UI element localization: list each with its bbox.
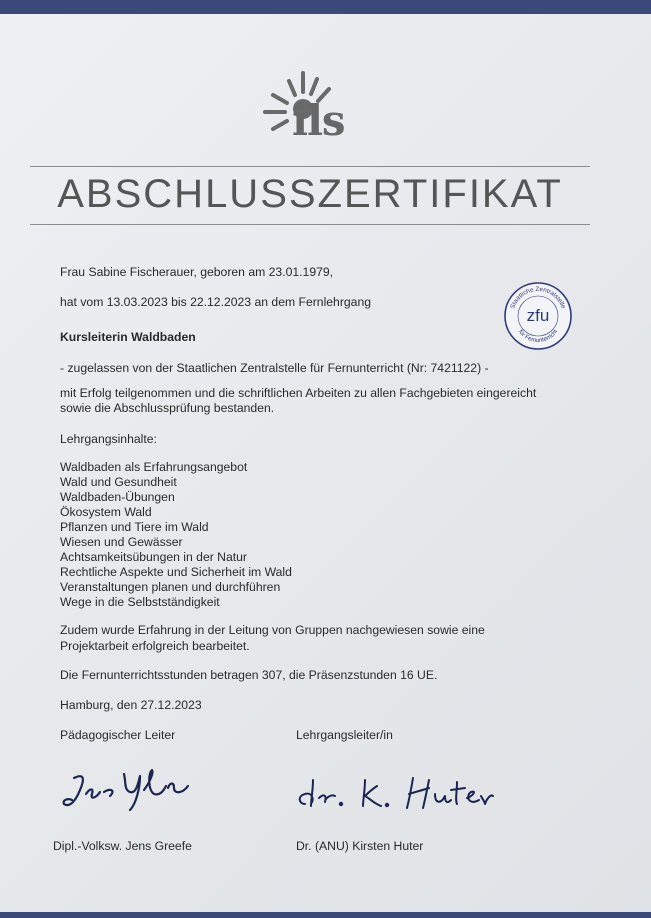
right-signer-name: Dr. (ANU) Kirsten Huter xyxy=(296,839,424,853)
seal-bottom-text: für Fernunterricht xyxy=(516,328,560,345)
certificate-title: ABSCHLUSSZERTIFIKAT xyxy=(57,172,563,216)
list-item: Wiesen und Gewässer xyxy=(60,535,183,549)
contents-list xyxy=(60,460,292,610)
list-item: Waldbaden-Übungen xyxy=(60,490,175,504)
approval-line: - zugelassen von der Staatlichen Zentralstelle für Fernunterricht (Nr: 7421122) - xyxy=(60,361,489,375)
success-line-2: sowie die Abschlussprüfung bestanden. xyxy=(60,401,275,415)
zfu-seal-icon xyxy=(503,281,573,351)
list-item: Veranstaltungen planen und durchführen xyxy=(60,580,281,594)
title-rule-top xyxy=(30,166,590,167)
left-signature-icon xyxy=(60,764,195,816)
seal-mark: zfu xyxy=(526,306,550,325)
course-name: Kursleiterin Waldbaden xyxy=(60,330,196,344)
list-item: Achtsamkeitsübungen in der Natur xyxy=(60,550,247,564)
left-signer-role: Pädagogischer Leiter xyxy=(60,728,176,742)
success-line-1: mit Erfolg teilgenommen und die schriftlichen Arbeiten zu allen Fachgebieten eingereicht xyxy=(60,386,537,400)
extra-line-2: Projektarbeit erfolgreich bearbeitet. xyxy=(60,639,250,653)
period-line: hat vom 13.03.2023 bis 22.12.2023 an dem Fernlehrgang xyxy=(60,295,372,309)
right-signature-icon xyxy=(295,774,495,816)
title-rule-bottom xyxy=(30,224,590,225)
seal-arc-text: Staatliche Zentralstelle xyxy=(509,285,567,310)
left-signer-name: Dipl.-Volksw. Jens Greefe xyxy=(53,839,192,853)
hours-line: Die Fernunterrichtsstunden betragen 307, die Präsenzstunden 16 UE. xyxy=(60,668,438,682)
list-item: Wege in die Selbstständigkeit xyxy=(60,595,220,609)
person-line: Frau Sabine Fischerauer, geboren am 23.01.1979, xyxy=(60,265,334,279)
place-date: Hamburg, den 27.12.2023 xyxy=(60,698,202,712)
list-item: Wald und Gesundheit xyxy=(60,475,177,489)
extra-line-1: Zudem wurde Erfahrung in der Leitung von Gruppen nachgewiesen sowie eine xyxy=(60,623,485,637)
right-signer-role: Lehrgangsleiter/in xyxy=(296,728,393,742)
ils-logo-text: ils xyxy=(292,96,345,145)
list-item: Ökosystem Wald xyxy=(60,505,152,519)
list-item: Waldbaden als Erfahrungsangebot xyxy=(60,460,248,474)
list-item: Pflanzen und Tiere im Wald xyxy=(60,520,209,534)
list-item: Rechtliche Aspekte und Sicherheit im Wald xyxy=(60,565,292,579)
contents-heading: Lehrgangsinhalte: xyxy=(60,432,157,446)
certificate-page xyxy=(0,14,651,912)
